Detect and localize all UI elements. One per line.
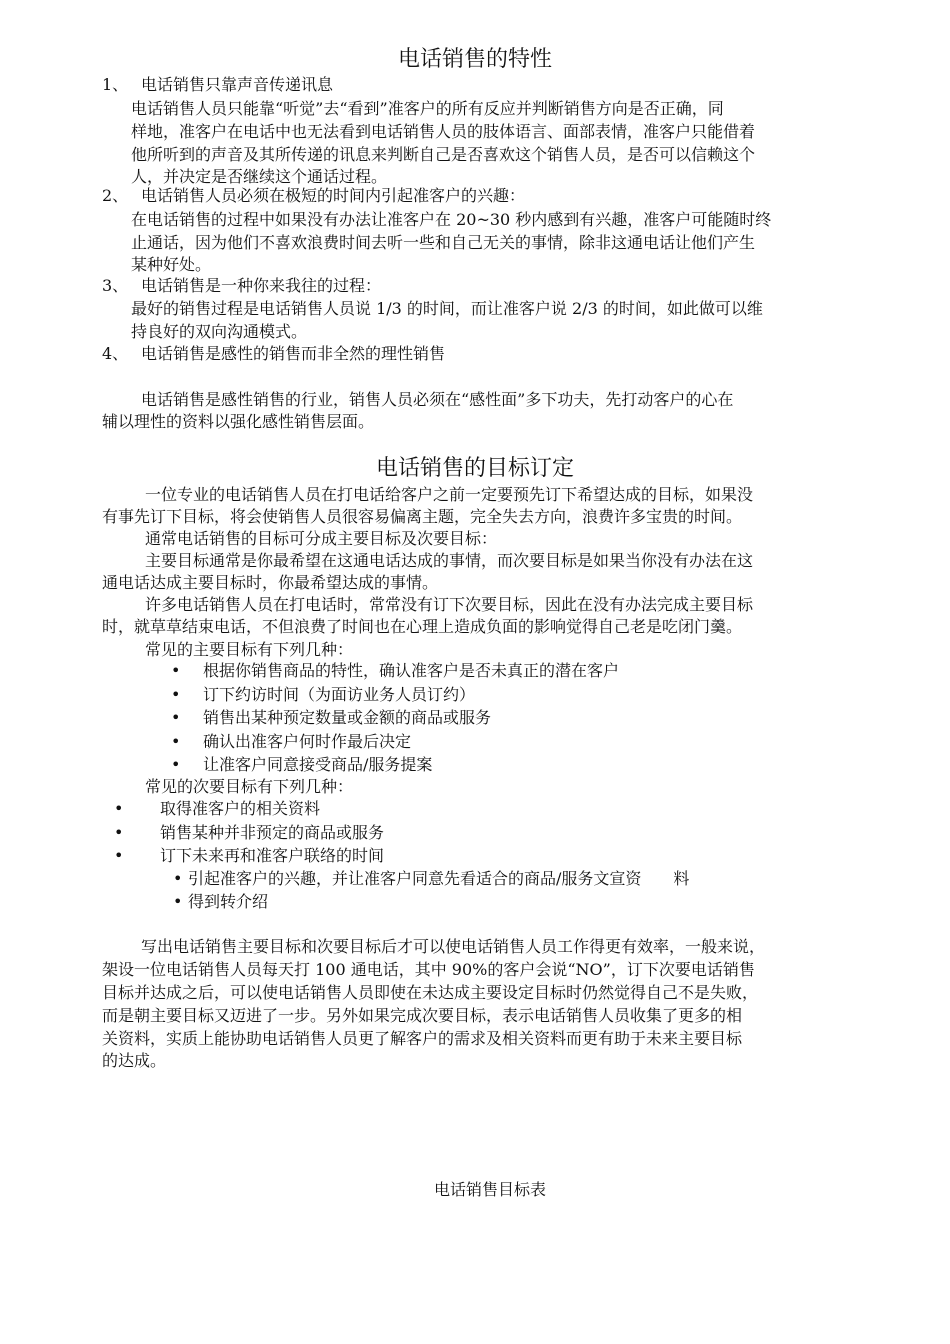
section2-para1-line: 一位专业的电话销售人员在打电话给客户之前一定要预先订下希望达成的目标，如果没 — [145, 485, 754, 504]
item3-body-line: 持良好的双向沟通模式。 — [131, 322, 308, 341]
item2-heading: 电话销售人员必须在极短的时间内引起准客户的兴趣： — [141, 186, 526, 205]
bullet-icon: • — [114, 823, 124, 842]
section2-para3-line: 通电话达成主要目标时，你最希望达成的事情。 — [102, 573, 439, 592]
secondary-goal-item: 取得准客户的相关资料 — [160, 799, 321, 818]
item3-number: 3、 — [102, 276, 129, 295]
section2-para1-line: 有事先订下目标，将会使销售人员很容易偏离主题，完全失去方向，浪费许多宝贵的时间。 — [102, 507, 743, 526]
item2-body-line: 某种好处。 — [131, 255, 212, 274]
summary-line: 架设一位电话销售人员每天打 100 通电话，其中 90%的客户会说“NO”，订下次要电话销售 — [102, 960, 755, 979]
section1-closing-line: 电话销售是感性销售的行业，销售人员必须在“感性面”多下功夫，先打动客户的心在 — [141, 390, 734, 409]
item4-number: 4、 — [102, 344, 129, 363]
item1-body-line: 人，并决定是否继续这个通话过程。 — [131, 167, 388, 186]
primary-goal-item: 让准客户同意接受商品/服务提案 — [203, 755, 433, 774]
item2-number: 2、 — [102, 186, 129, 205]
section2-para4-line: 许多电话销售人员在打电话时，常常没有订下次要目标，因此在没有办法完成主要目标 — [145, 595, 754, 614]
summary-line: 而是朝主要目标又迈进了一步。另外如果完成次要目标，表示电话销售人员收集了更多的相 — [102, 1006, 743, 1025]
secondary-goal-item: 订下未来再和准客户联络的时间 — [160, 846, 385, 865]
item1-body-line: 他所听到的声音及其所传递的讯息来判断自己是否喜欢这个销售人员，是否可以信赖这个 — [131, 145, 756, 164]
secondary-goals-intro: 常见的次要目标有下列几种： — [145, 777, 354, 796]
section1-title: 电话销售的特性 — [397, 47, 552, 72]
section2-para4-line: 时，就草草结束电话，不但浪费了时间也在心理上造成负面的影响觉得自己老是吃闭门羹。 — [102, 617, 743, 636]
bullet-icon: • — [171, 661, 181, 680]
bullet-icon: • — [114, 799, 124, 818]
section2-para2: 通常电话销售的目标可分成主要目标及次要目标： — [145, 529, 498, 548]
section1-closing-line: 辅以理性的资料以强化感性销售层面。 — [102, 412, 375, 431]
primary-goal-item: 确认出准客户何时作最后决定 — [203, 732, 412, 751]
bullet-icon: • — [173, 892, 183, 911]
bullet-icon: • — [171, 708, 181, 727]
bullet-icon: • — [171, 755, 181, 774]
primary-goal-item: 销售出某种预定数量或金额的商品或服务 — [203, 708, 492, 727]
primary-goals-intro: 常见的主要目标有下列几种： — [145, 640, 354, 659]
bullet-icon: • — [171, 685, 181, 704]
secondary-sub-item: 引起准客户的兴趣，并让准客户同意先看适合的商品/服务文宣资 料 — [188, 869, 690, 888]
item1-body-line: 电话销售人员只能靠“听觉”去“看到”准客户的所有反应并判断销售方向是否正确，同 — [131, 99, 724, 118]
summary-line: 关资料，实质上能协助电话销售人员更了解客户的需求及相关资料而更有助于未来主要目标 — [102, 1029, 743, 1048]
section2-para3-line: 主要目标通常是你最希望在这通电话达成的事情，而次要目标是如果当你没有办法在这 — [145, 551, 754, 570]
primary-goal-item: 订下约访时间（为面访业务人员订约） — [203, 685, 476, 704]
primary-goal-item: 根据你销售商品的特性，确认准客户是否未真正的潜在客户 — [203, 661, 620, 680]
summary-line: 写出电话销售主要目标和次要目标后才可以使电话销售人员工作得更有效率，一般来说， — [141, 937, 766, 956]
item2-body-line: 止通话，因为他们不喜欢浪费时间去听一些和自己无关的事情，除非这通电话让他们产生 — [131, 233, 756, 252]
item1-body-line: 样地，准客户在电话中也无法看到电话销售人员的肢体语言、面部表情，准客户只能借着 — [131, 122, 756, 141]
section2-title: 电话销售的目标订定 — [375, 456, 574, 481]
item1-number: 1、 — [102, 75, 129, 94]
item4-heading: 电话销售是感性的销售而非全然的理性销售 — [141, 344, 446, 363]
bullet-icon: • — [114, 846, 124, 865]
target-table-title: 电话销售目标表 — [433, 1180, 546, 1199]
summary-line: 目标并达成之后，可以使电话销售人员即使在未达成主要设定目标时仍然觉得自己不是失败， — [102, 983, 759, 1002]
bullet-icon: • — [171, 732, 181, 751]
item3-heading: 电话销售是一种你来我往的过程： — [141, 276, 382, 295]
summary-line: 的达成。 — [102, 1051, 167, 1070]
bullet-icon: • — [173, 869, 183, 888]
item1-heading: 电话销售只靠声音传递讯息 — [141, 75, 334, 94]
secondary-goal-item: 销售某种并非预定的商品或服务 — [160, 823, 385, 842]
secondary-sub-item: 得到转介绍 — [188, 892, 269, 911]
item3-body-line: 最好的销售过程是电话销售人员说 1/3 的时间，而让准客户说 2/3 的时间，如此做可以维 — [131, 299, 763, 318]
item2-body-line: 在电话销售的过程中如果没有办法让准客户在 20~30 秒内感到有兴趣，准客户可能随时终 — [131, 210, 772, 229]
